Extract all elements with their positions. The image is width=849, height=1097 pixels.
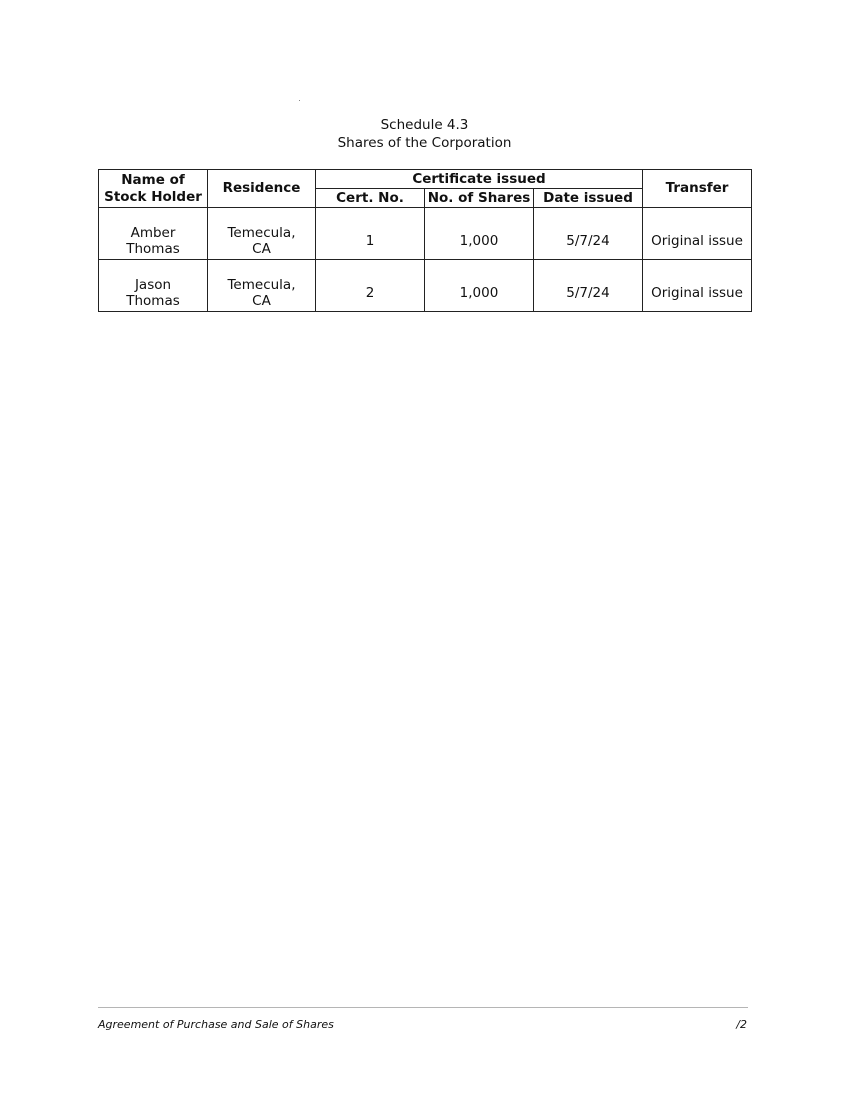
residence-city: Temecula, [227,224,296,241]
stock-holder-name [99,260,208,312]
header-transfer: Transfer [643,170,752,208]
stock-holder-last-name: Thomas [126,292,180,309]
header-no-of-shares: No. of Shares [425,189,534,208]
header-name-of-stock-holder [99,170,208,208]
header-date-issued: Date issued [534,189,643,208]
transfer: Original issue [643,208,752,260]
footer-divider [98,1007,748,1008]
table-row [99,208,752,260]
stray-mark [299,100,300,101]
date-issued: 5/7/24 [534,208,643,260]
schedule-heading [0,116,849,152]
header-name-line1: Name of [121,171,185,188]
stock-holder-first-name: Amber [130,224,176,241]
residence-state: CA [252,292,271,309]
schedule-title: Schedule 4.3 [380,117,469,133]
header-certificate-issued: Certificate issued [316,170,643,189]
transfer: Original issue [643,260,752,312]
header-residence: Residence [208,170,316,208]
date-issued: 5/7/24 [534,260,643,312]
footer-page-number: /2 [736,1018,747,1031]
shares-table [98,169,752,312]
table-row [99,260,752,312]
residence-state: CA [252,240,271,257]
header-name-line2: Stock Holder [104,188,202,205]
no-of-shares: 1,000 [425,260,534,312]
cert-no: 2 [316,260,425,312]
footer-document-title: Agreement of Purchase and Sale of Shares [98,1018,334,1031]
stock-holder-last-name: Thomas [126,240,180,257]
stock-holder-name [99,208,208,260]
table-header-row [99,170,752,189]
cert-no: 1 [316,208,425,260]
residence [208,260,316,312]
schedule-subtitle: Shares of the Corporation [337,135,512,151]
no-of-shares: 1,000 [425,208,534,260]
residence [208,208,316,260]
stock-holder-first-name: Jason [134,276,172,293]
header-cert-no: Cert. No. [316,189,425,208]
residence-city: Temecula, [227,276,296,293]
